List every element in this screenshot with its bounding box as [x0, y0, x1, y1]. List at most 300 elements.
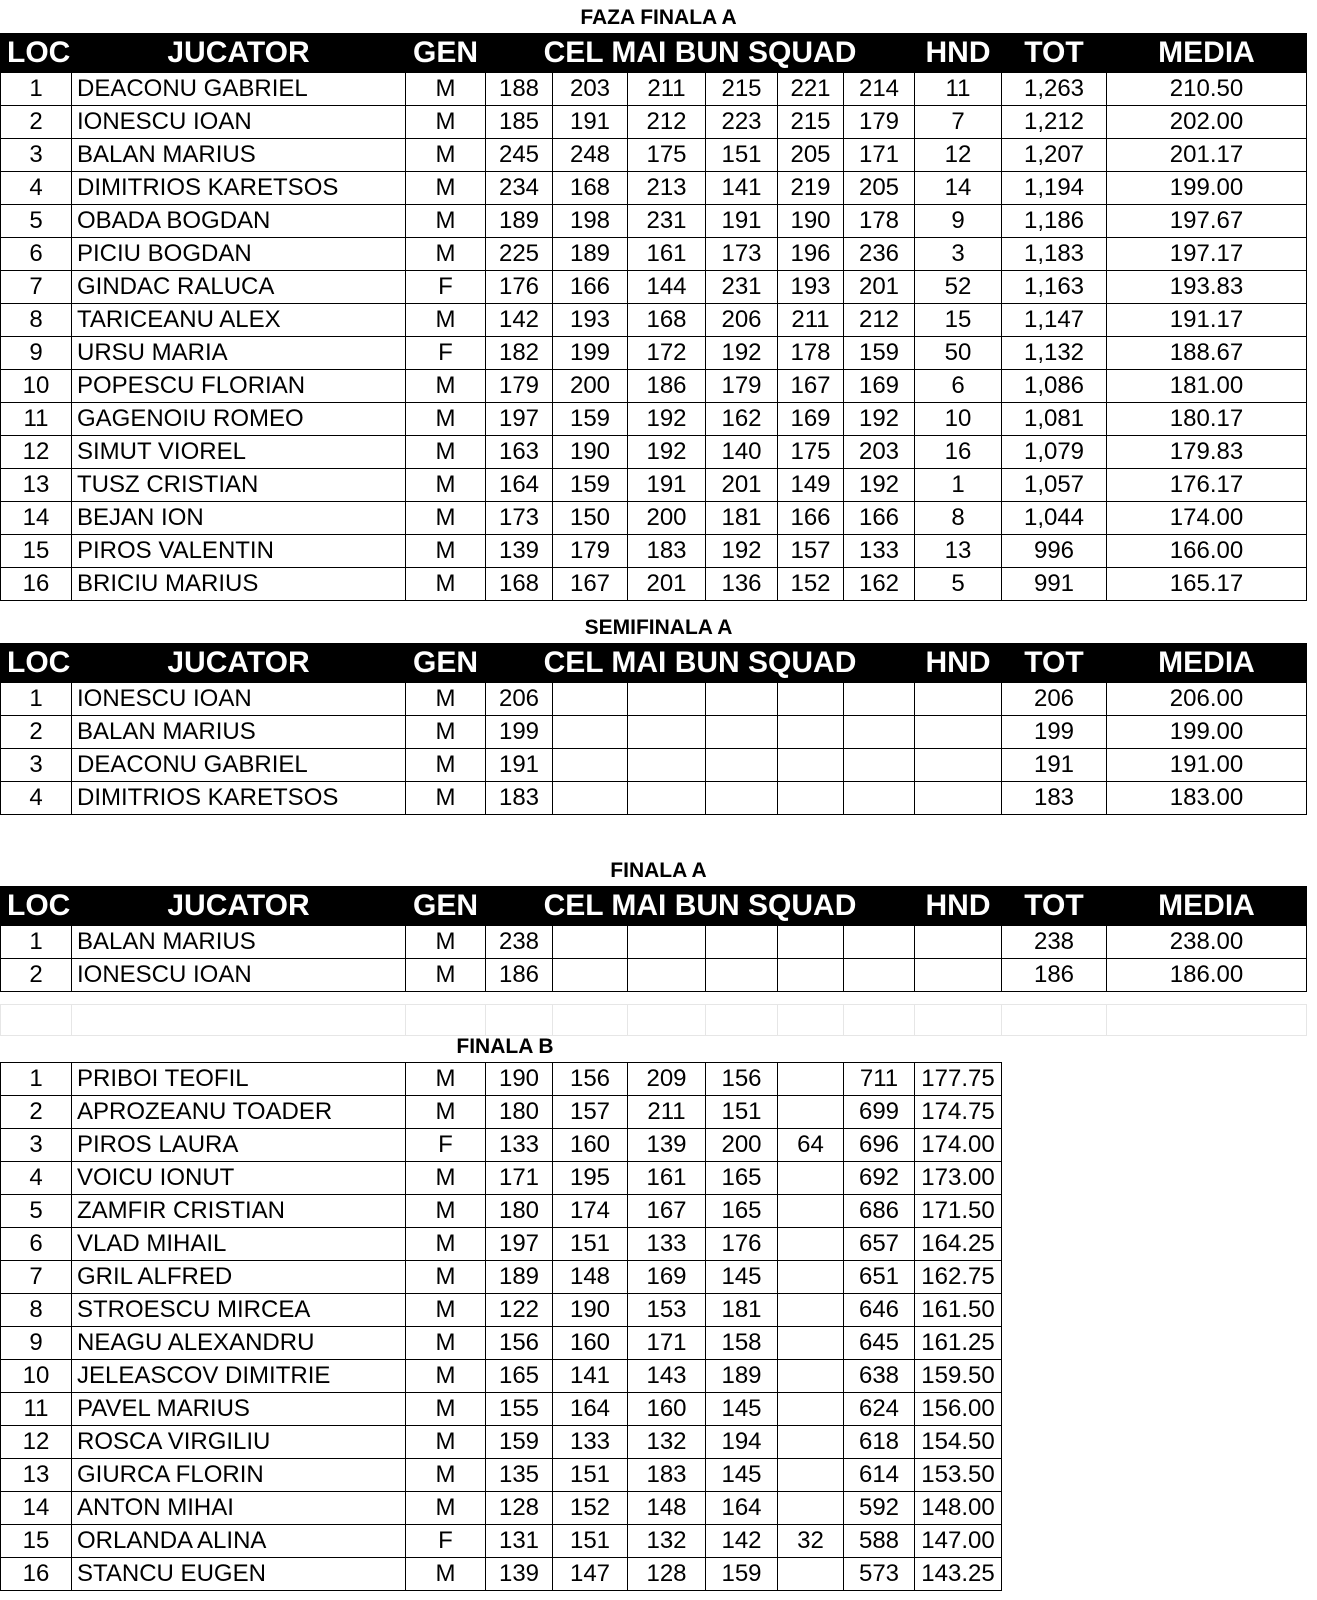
total-cell: 996: [1002, 535, 1107, 568]
rank-cell: 16: [1, 1558, 72, 1591]
rank-cell: 3: [1, 749, 72, 782]
table-row: [1, 205, 1307, 238]
table-row: [1, 370, 1307, 403]
total-cell: 1,186: [1002, 205, 1107, 238]
score-cell: 219: [778, 172, 844, 205]
rank-cell: 12: [1, 1426, 72, 1459]
score-cell: 3: [915, 238, 1002, 271]
score-cell: 245: [486, 139, 553, 172]
table-row: [1, 73, 1307, 106]
score-cell: 191: [486, 749, 553, 782]
rank-cell: 6: [1, 1228, 72, 1261]
score-cell: [915, 782, 1002, 815]
gender-cell: M: [406, 1096, 486, 1129]
score-cell: [553, 749, 628, 782]
section-title-faza-finala-a: FAZA FINALA A: [580, 6, 737, 29]
score-cell: 6: [915, 370, 1002, 403]
gender-cell: M: [406, 1459, 486, 1492]
score-cell: [706, 716, 778, 749]
score-cell: [844, 749, 915, 782]
gender-cell: M: [406, 1162, 486, 1195]
header-loc: LOC: [1, 34, 72, 73]
average-cell: 199.00: [1107, 172, 1307, 205]
score-cell: 200: [553, 370, 628, 403]
gender-cell: M: [406, 1393, 486, 1426]
header-hnd: HND: [915, 644, 1002, 683]
gender-cell: M: [406, 568, 486, 601]
gender-cell: M: [406, 73, 486, 106]
player-name-cell: VLAD MIHAIL: [72, 1228, 406, 1261]
rank-cell: 1: [1, 1063, 72, 1096]
player-name-cell: GINDAC RALUCA: [72, 271, 406, 304]
score-cell: 136: [706, 568, 778, 601]
total-cell: 696: [844, 1129, 915, 1162]
score-cell: [778, 1360, 844, 1393]
total-cell: 614: [844, 1459, 915, 1492]
score-cell: [915, 716, 1002, 749]
score-cell: 169: [844, 370, 915, 403]
score-cell: 201: [844, 271, 915, 304]
score-cell: 32: [778, 1525, 844, 1558]
gender-cell: F: [406, 337, 486, 370]
total-cell: 1,212: [1002, 106, 1107, 139]
score-cell: [706, 683, 778, 716]
score-cell: 156: [553, 1063, 628, 1096]
average-cell: 176.17: [1107, 469, 1307, 502]
rank-cell: 11: [1, 1393, 72, 1426]
score-cell: 234: [486, 172, 553, 205]
score-cell: 145: [706, 1459, 778, 1492]
average-cell: 188.67: [1107, 337, 1307, 370]
score-cell: 200: [706, 1129, 778, 1162]
score-cell: [778, 1492, 844, 1525]
score-cell: 197: [486, 403, 553, 436]
rank-cell: 1: [1, 926, 72, 959]
average-cell: 186.00: [1107, 959, 1307, 992]
average-cell: 191.17: [1107, 304, 1307, 337]
header-tot: TOT: [1002, 887, 1107, 926]
player-name-cell: STROESCU MIRCEA: [72, 1294, 406, 1327]
score-cell: 153: [628, 1294, 706, 1327]
average-cell: 164.25: [915, 1228, 1002, 1261]
score-cell: 148: [628, 1492, 706, 1525]
score-cell: 156: [486, 1327, 553, 1360]
score-cell: 155: [486, 1393, 553, 1426]
table-row: [1, 535, 1307, 568]
average-cell: 143.25: [915, 1558, 1002, 1591]
score-cell: 212: [844, 304, 915, 337]
average-cell: 181.00: [1107, 370, 1307, 403]
gender-cell: M: [406, 926, 486, 959]
rank-cell: 6: [1, 238, 72, 271]
table-row: [1, 1096, 1002, 1129]
score-cell: 160: [553, 1327, 628, 1360]
average-cell: 173.00: [915, 1162, 1002, 1195]
player-name-cell: TARICEANU ALEX: [72, 304, 406, 337]
player-name-cell: OBADA BOGDAN: [72, 205, 406, 238]
score-cell: [778, 1393, 844, 1426]
average-cell: 202.00: [1107, 106, 1307, 139]
total-cell: 646: [844, 1294, 915, 1327]
table-row: [1, 683, 1307, 716]
score-cell: [553, 959, 628, 992]
score-cell: 163: [486, 436, 553, 469]
table-row: [1, 1558, 1002, 1591]
average-cell: 238.00: [1107, 926, 1307, 959]
header-hnd: HND: [915, 34, 1002, 73]
player-name-cell: GIURCA FLORIN: [72, 1459, 406, 1492]
score-cell: 165: [706, 1162, 778, 1195]
score-cell: 133: [486, 1129, 553, 1162]
score-cell: 197: [486, 1228, 553, 1261]
score-cell: 159: [706, 1558, 778, 1591]
score-cell: 128: [628, 1558, 706, 1591]
total-cell: 711: [844, 1063, 915, 1096]
rank-cell: 7: [1, 1261, 72, 1294]
score-cell: 158: [706, 1327, 778, 1360]
gender-cell: M: [406, 749, 486, 782]
score-cell: 190: [553, 1294, 628, 1327]
player-name-cell: IONESCU IOAN: [72, 106, 406, 139]
score-cell: 133: [553, 1426, 628, 1459]
rank-cell: 3: [1, 1129, 72, 1162]
score-cell: 206: [486, 683, 553, 716]
total-cell: 199: [1002, 716, 1107, 749]
total-cell: 692: [844, 1162, 915, 1195]
player-name-cell: ROSCA VIRGILIU: [72, 1426, 406, 1459]
total-cell: 1,263: [1002, 73, 1107, 106]
score-cell: 189: [706, 1360, 778, 1393]
gender-cell: F: [406, 1525, 486, 1558]
score-cell: 151: [706, 1096, 778, 1129]
score-cell: 191: [706, 205, 778, 238]
table-row: [1, 1459, 1002, 1492]
score-cell: 211: [628, 73, 706, 106]
header-jucator: JUCATOR: [72, 887, 406, 926]
header-media: MEDIA: [1107, 644, 1307, 683]
player-name-cell: ZAMFIR CRISTIAN: [72, 1195, 406, 1228]
total-cell: 206: [1002, 683, 1107, 716]
score-cell: 179: [844, 106, 915, 139]
rank-cell: 8: [1, 304, 72, 337]
score-cell: 212: [628, 106, 706, 139]
score-cell: 8: [915, 502, 1002, 535]
player-name-cell: STANCU EUGEN: [72, 1558, 406, 1591]
player-name-cell: DIMITRIOS KARETSOS: [72, 782, 406, 815]
gender-cell: M: [406, 1426, 486, 1459]
score-cell: 161: [628, 238, 706, 271]
score-cell: 151: [553, 1525, 628, 1558]
score-cell: 196: [778, 238, 844, 271]
rank-cell: 5: [1, 1195, 72, 1228]
average-cell: 201.17: [1107, 139, 1307, 172]
header-squad: CEL MAI BUN SQUAD: [486, 644, 915, 683]
score-cell: 171: [844, 139, 915, 172]
gender-cell: M: [406, 370, 486, 403]
score-cell: 206: [706, 304, 778, 337]
header-media: MEDIA: [1107, 887, 1307, 926]
score-cell: [844, 926, 915, 959]
player-name-cell: SIMUT VIOREL: [72, 436, 406, 469]
rank-cell: 2: [1, 716, 72, 749]
score-cell: 13: [915, 535, 1002, 568]
score-cell: 52: [915, 271, 1002, 304]
table-header: [1, 34, 1307, 73]
score-cell: 169: [778, 403, 844, 436]
table-row: [1, 1195, 1002, 1228]
score-cell: 152: [778, 568, 844, 601]
header-hnd: HND: [915, 887, 1002, 926]
rank-cell: 1: [1, 683, 72, 716]
rank-cell: 14: [1, 1492, 72, 1525]
score-cell: 64: [778, 1129, 844, 1162]
score-cell: [778, 782, 844, 815]
gender-cell: M: [406, 1063, 486, 1096]
average-cell: 165.17: [1107, 568, 1307, 601]
table-row: [1, 1261, 1002, 1294]
section-title-semifinala-a: SEMIFINALA A: [584, 616, 733, 639]
score-cell: 198: [553, 205, 628, 238]
header-tot: TOT: [1002, 644, 1107, 683]
score-cell: 191: [628, 469, 706, 502]
score-cell: 173: [706, 238, 778, 271]
average-cell: 166.00: [1107, 535, 1307, 568]
score-cell: 205: [778, 139, 844, 172]
score-cell: 166: [553, 271, 628, 304]
score-cell: 181: [706, 502, 778, 535]
score-cell: 176: [706, 1228, 778, 1261]
score-cell: 165: [706, 1195, 778, 1228]
rank-cell: 15: [1, 535, 72, 568]
table-row: [1, 1129, 1002, 1162]
table-row: [1, 1162, 1002, 1195]
score-cell: 180: [486, 1096, 553, 1129]
table-header: [1, 887, 1307, 926]
score-cell: 194: [706, 1426, 778, 1459]
score-cell: 192: [628, 436, 706, 469]
score-cell: 178: [778, 337, 844, 370]
score-cell: 140: [706, 436, 778, 469]
total-cell: 1,086: [1002, 370, 1107, 403]
score-cell: 152: [553, 1492, 628, 1525]
score-cell: [778, 1162, 844, 1195]
table-row: [1, 1492, 1002, 1525]
rank-cell: 4: [1, 172, 72, 205]
average-cell: 174.00: [915, 1129, 1002, 1162]
table-row: [1, 106, 1307, 139]
total-cell: 1,194: [1002, 172, 1107, 205]
score-cell: 215: [706, 73, 778, 106]
total-cell: 1,079: [1002, 436, 1107, 469]
score-cell: 141: [706, 172, 778, 205]
gender-cell: M: [406, 469, 486, 502]
score-cell: 162: [706, 403, 778, 436]
score-cell: 173: [486, 502, 553, 535]
score-cell: 189: [486, 205, 553, 238]
score-cell: 151: [706, 139, 778, 172]
score-cell: [778, 1327, 844, 1360]
rank-cell: 13: [1, 469, 72, 502]
score-cell: 143: [628, 1360, 706, 1393]
table-row: [1, 271, 1307, 304]
total-cell: 592: [844, 1492, 915, 1525]
score-cell: 147: [553, 1558, 628, 1591]
table-row: [1, 1063, 1002, 1096]
average-cell: 206.00: [1107, 683, 1307, 716]
score-cell: 215: [778, 106, 844, 139]
player-name-cell: GAGENOIU ROMEO: [72, 403, 406, 436]
score-cell: 159: [486, 1426, 553, 1459]
score-cell: [553, 782, 628, 815]
score-cell: 190: [486, 1063, 553, 1096]
score-cell: 157: [553, 1096, 628, 1129]
gender-cell: M: [406, 139, 486, 172]
table-row: [1, 238, 1307, 271]
table-row: [1, 1360, 1002, 1393]
score-cell: 135: [486, 1459, 553, 1492]
score-cell: [778, 1096, 844, 1129]
total-cell: 238: [1002, 926, 1107, 959]
score-cell: [915, 959, 1002, 992]
score-cell: [778, 1426, 844, 1459]
score-cell: 157: [778, 535, 844, 568]
player-name-cell: BALAN MARIUS: [72, 716, 406, 749]
gender-cell: M: [406, 1294, 486, 1327]
total-cell: 1,147: [1002, 304, 1107, 337]
header-squad: CEL MAI BUN SQUAD: [486, 34, 915, 73]
player-name-cell: VOICU IONUT: [72, 1162, 406, 1195]
average-cell: 191.00: [1107, 749, 1307, 782]
score-cell: 159: [844, 337, 915, 370]
score-cell: 193: [553, 304, 628, 337]
gender-cell: M: [406, 436, 486, 469]
total-cell: 991: [1002, 568, 1107, 601]
rank-cell: 2: [1, 959, 72, 992]
total-cell: 657: [844, 1228, 915, 1261]
average-cell: 159.50: [915, 1360, 1002, 1393]
rank-cell: 3: [1, 139, 72, 172]
score-cell: 171: [628, 1327, 706, 1360]
gender-cell: M: [406, 716, 486, 749]
score-cell: 128: [486, 1492, 553, 1525]
player-name-cell: PIROS LAURA: [72, 1129, 406, 1162]
semifinala-a-table: [0, 643, 1307, 815]
gender-cell: M: [406, 1228, 486, 1261]
score-cell: 172: [628, 337, 706, 370]
score-cell: 139: [628, 1129, 706, 1162]
score-cell: 171: [486, 1162, 553, 1195]
score-cell: [915, 683, 1002, 716]
score-cell: 132: [628, 1525, 706, 1558]
player-name-cell: BALAN MARIUS: [72, 926, 406, 959]
average-cell: 179.83: [1107, 436, 1307, 469]
player-name-cell: IONESCU IOAN: [72, 683, 406, 716]
table-row: [1, 1228, 1002, 1261]
score-cell: 190: [778, 205, 844, 238]
score-cell: 160: [628, 1393, 706, 1426]
score-cell: 183: [486, 782, 553, 815]
table-row: [1, 1426, 1002, 1459]
score-cell: [706, 926, 778, 959]
gender-cell: F: [406, 271, 486, 304]
score-cell: [778, 716, 844, 749]
score-cell: 166: [844, 502, 915, 535]
score-cell: 186: [628, 370, 706, 403]
score-cell: [628, 716, 706, 749]
score-cell: 180: [486, 1195, 553, 1228]
score-cell: 132: [628, 1426, 706, 1459]
average-cell: 147.00: [915, 1525, 1002, 1558]
player-name-cell: BALAN MARIUS: [72, 139, 406, 172]
score-cell: [778, 1294, 844, 1327]
player-name-cell: ANTON MIHAI: [72, 1492, 406, 1525]
score-cell: [706, 749, 778, 782]
score-cell: 15: [915, 304, 1002, 337]
gender-cell: M: [406, 502, 486, 535]
score-cell: [628, 782, 706, 815]
player-name-cell: URSU MARIA: [72, 337, 406, 370]
score-cell: 133: [844, 535, 915, 568]
gender-cell: M: [406, 205, 486, 238]
score-cell: 199: [486, 716, 553, 749]
gender-cell: M: [406, 535, 486, 568]
score-cell: 183: [628, 1459, 706, 1492]
score-cell: 186: [486, 959, 553, 992]
score-cell: 236: [844, 238, 915, 271]
rank-cell: 15: [1, 1525, 72, 1558]
score-cell: 192: [706, 535, 778, 568]
total-cell: 191: [1002, 749, 1107, 782]
score-cell: 148: [553, 1261, 628, 1294]
score-cell: 176: [486, 271, 553, 304]
score-cell: 142: [486, 304, 553, 337]
rank-cell: 11: [1, 403, 72, 436]
score-cell: [844, 782, 915, 815]
player-name-cell: DEACONU GABRIEL: [72, 749, 406, 782]
gender-cell: M: [406, 1558, 486, 1591]
average-cell: 161.50: [915, 1294, 1002, 1327]
gender-cell: M: [406, 403, 486, 436]
header-gen: GEN: [406, 34, 486, 73]
gender-cell: M: [406, 959, 486, 992]
score-cell: 10: [915, 403, 1002, 436]
score-cell: 156: [706, 1063, 778, 1096]
player-name-cell: GRIL ALFRED: [72, 1261, 406, 1294]
score-cell: 205: [844, 172, 915, 205]
rank-cell: 9: [1, 337, 72, 370]
score-cell: [844, 683, 915, 716]
score-cell: [706, 959, 778, 992]
total-cell: 1,163: [1002, 271, 1107, 304]
score-cell: 190: [553, 436, 628, 469]
table-row: [1, 716, 1307, 749]
score-cell: 201: [628, 568, 706, 601]
table-row: [1, 1327, 1002, 1360]
score-cell: 168: [553, 172, 628, 205]
table-row: [1, 1393, 1002, 1426]
gender-cell: M: [406, 238, 486, 271]
score-cell: 166: [778, 502, 844, 535]
faza-finala-a-table: [0, 33, 1307, 601]
score-cell: 141: [553, 1360, 628, 1393]
section-title-finala-b: FINALA B: [456, 1035, 554, 1058]
rank-cell: 16: [1, 568, 72, 601]
score-cell: 14: [915, 172, 1002, 205]
rank-cell: 10: [1, 370, 72, 403]
score-cell: 189: [486, 1261, 553, 1294]
table-row: [1, 502, 1307, 535]
table-row: [1, 172, 1307, 205]
